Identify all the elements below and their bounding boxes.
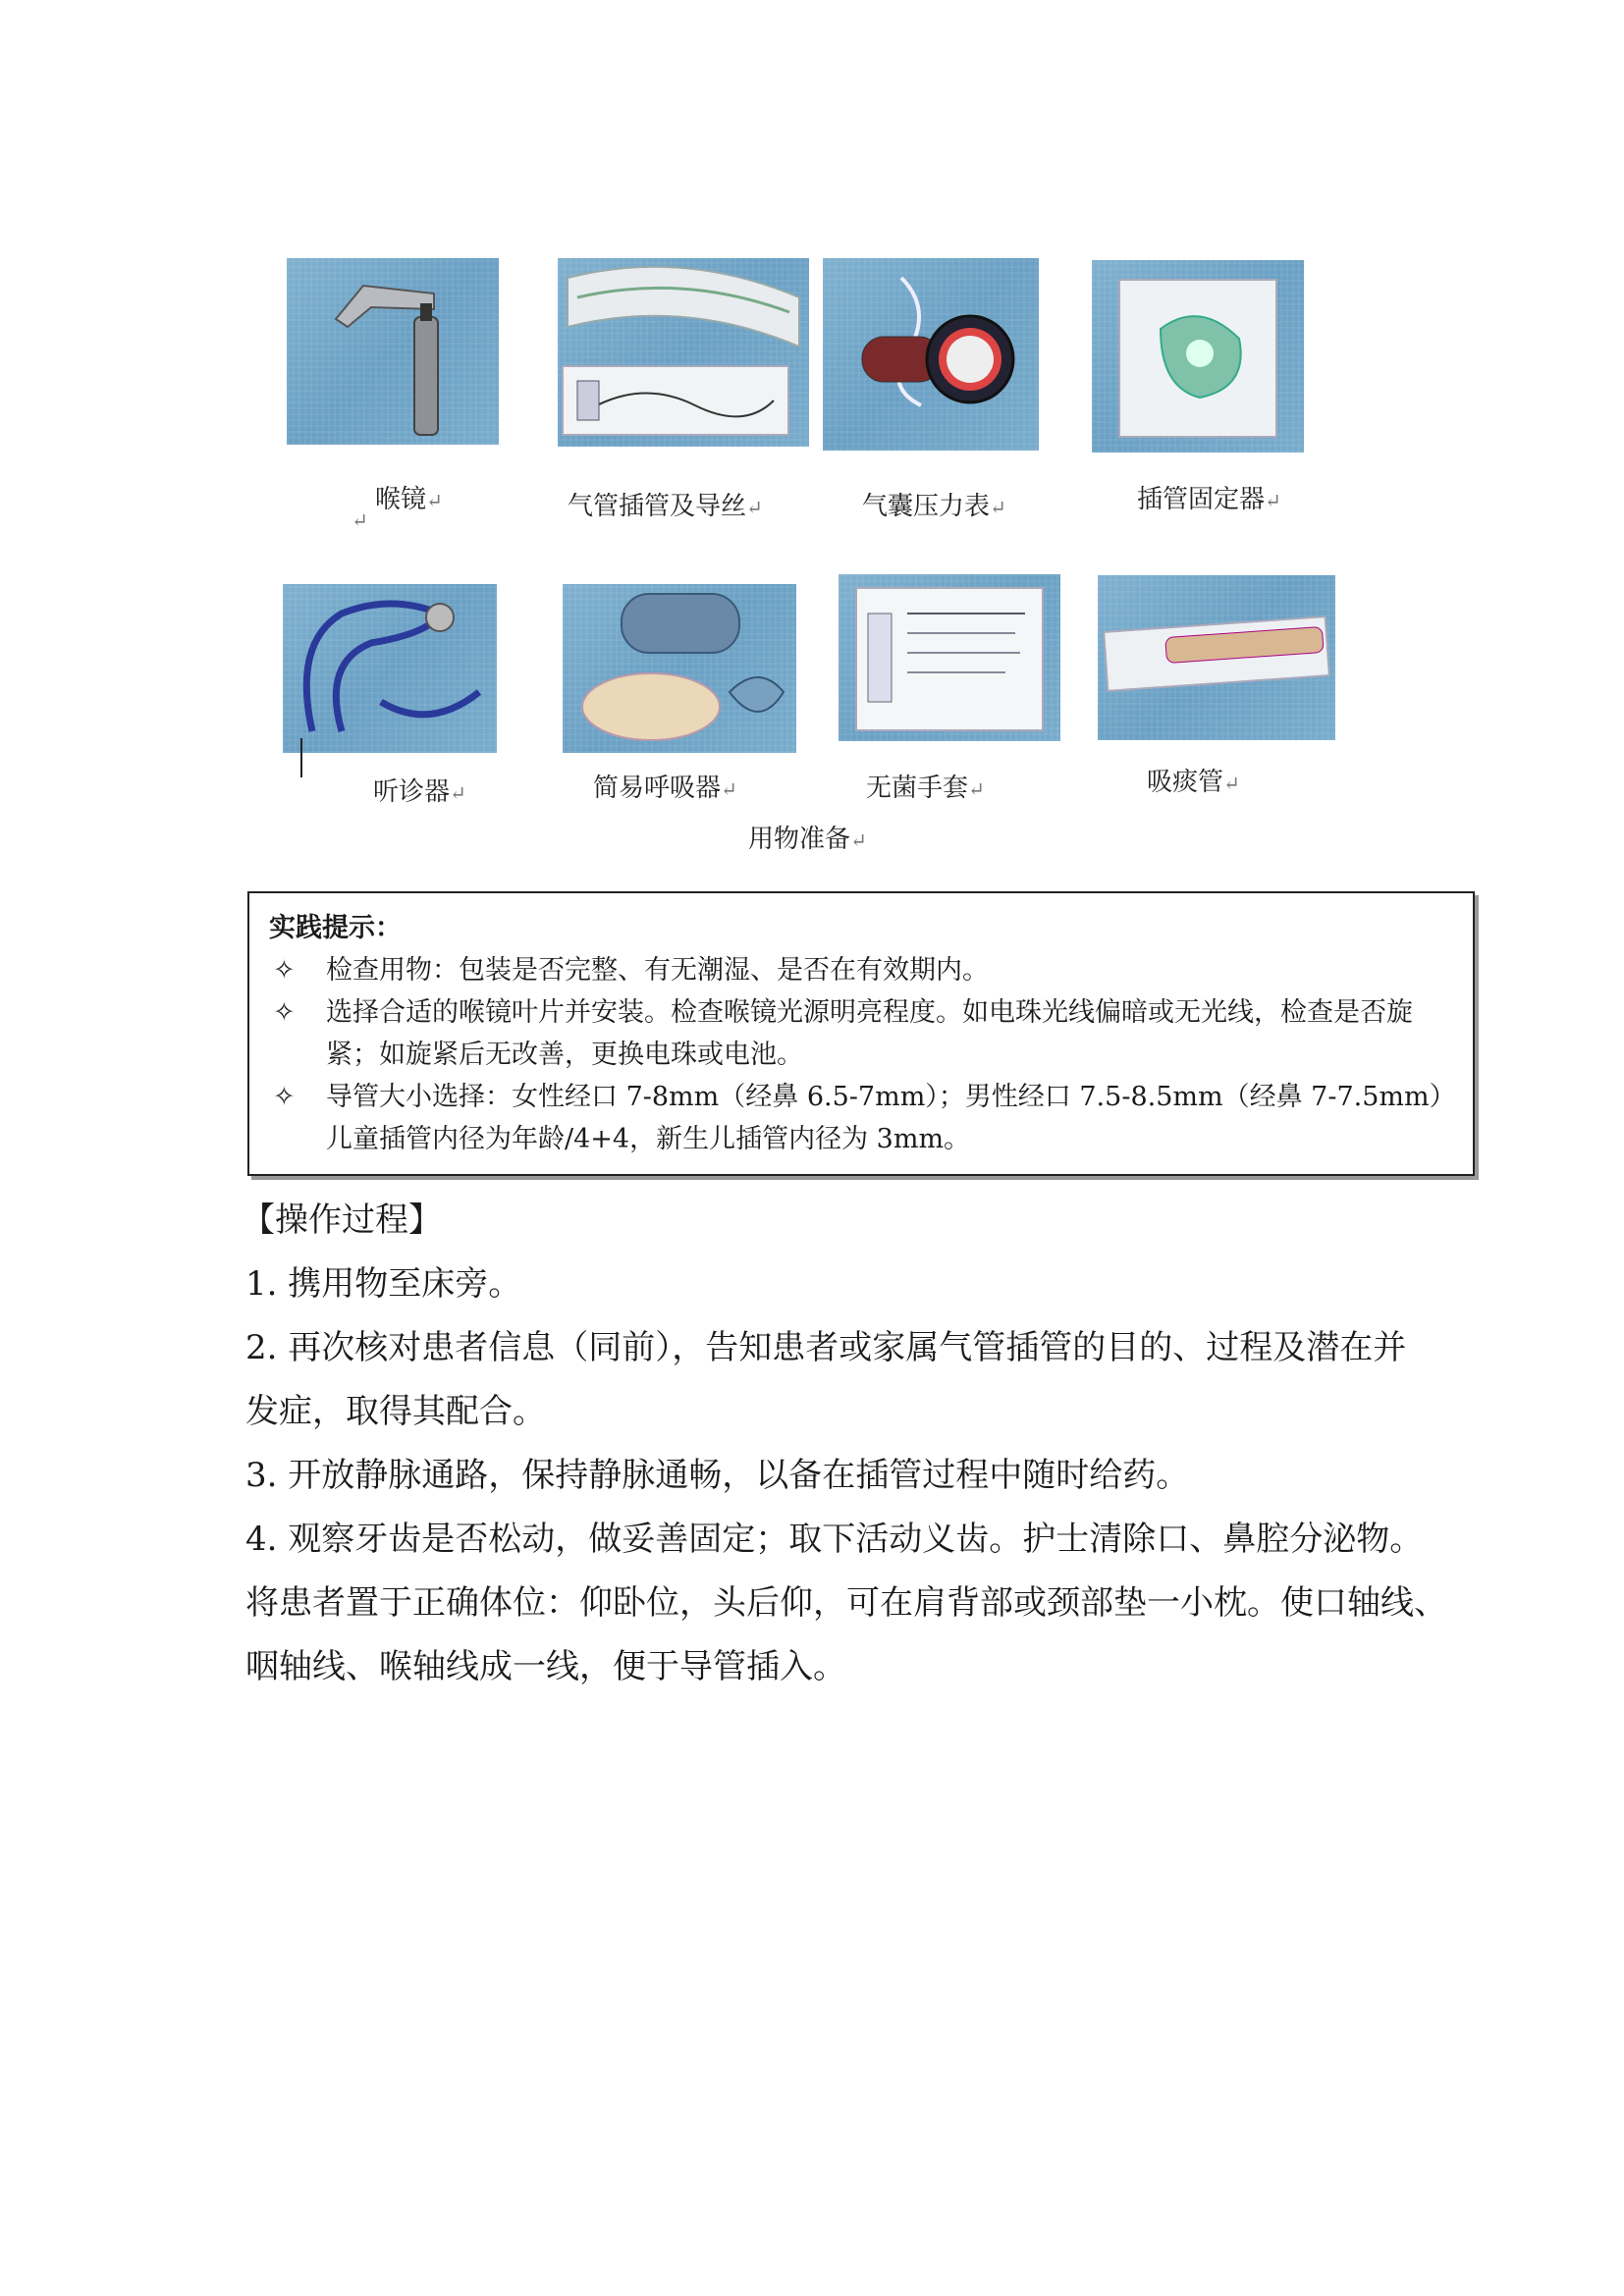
tube-holder-illustration [1092, 260, 1304, 453]
photo-cuff-pressure-gauge [823, 258, 1039, 451]
diamond-star-icon: ✧ [273, 955, 296, 986]
caption-suction-catheter: 吸痰管↵ [1147, 768, 1240, 797]
tips-title: 实践提示： [269, 913, 402, 943]
caption-sterile-gloves: 无菌手套↵ [866, 774, 985, 803]
procedure-line: 1. 携用物至床旁。 [245, 1264, 522, 1304]
caption-laryngoscope: 喉镜↵ [375, 485, 443, 514]
laryngoscope-illustration [287, 258, 499, 445]
photo-sterile-gloves [839, 574, 1060, 741]
procedure-line: 3. 开放静脉通路，保持静脉通畅，以备在插管过程中随时给药。 [245, 1456, 1190, 1495]
caption-endotracheal-tube: 气管插管及导丝↵ [568, 492, 763, 521]
stethoscope-illustration [283, 584, 497, 753]
photo-endotracheal-tube [558, 258, 809, 447]
photo-suction-catheter [1098, 575, 1335, 740]
resuscitator-illustration [563, 584, 796, 753]
procedure-line: 将患者置于正确体位：仰卧位，头后仰，可在肩背部或颈部垫一小枕。使口轴线、 [245, 1583, 1447, 1623]
practice-tips-box [247, 891, 1475, 1176]
suction-catheter-illustration [1098, 575, 1335, 740]
endotracheal-tube-illustration [558, 258, 809, 447]
sterile-gloves-illustration [839, 574, 1060, 741]
procedure-line: 4. 观察牙齿是否松动，做妥善固定；取下活动义齿。护士清除口、鼻腔分泌物。 [245, 1520, 1424, 1559]
diamond-star-icon: ✧ [273, 1082, 296, 1112]
tip-item: ✧ 导管大小选择：女性经口 7-8mm（经鼻 6.5-7mm）；男性经口 7.5-8.5mm（经鼻 7-7.5mm）儿童插管内径为年龄/4+4，新生儿插管内径为 3mm。 [269, 1076, 1453, 1160]
photo-resuscitator [563, 584, 796, 753]
caption-tube-holder: 插管固定器↵ [1137, 485, 1281, 514]
return-mark: ↵ [352, 508, 368, 532]
photo-stethoscope [283, 584, 497, 753]
caption-cuff-pressure-gauge: 气囊压力表↵ [862, 492, 1006, 521]
photo-tube-holder [1092, 260, 1304, 453]
tip-item: ✧ 选择合适的喉镜叶片并安装。检查喉镜光源明亮程度。如电珠光线偏暗或无光线，检查是否旋紧；如旋紧后无改善，更换电珠或电池。 [269, 991, 1453, 1076]
tip-item: ✧ 检查用物：包装是否完整、有无潮湿、是否在有效期内。 [269, 949, 1453, 991]
figure-caption: 用物准备↵ [748, 825, 867, 854]
cuff-pressure-gauge-illustration [823, 258, 1039, 451]
caption-stethoscope: 听诊器↵ [373, 777, 466, 807]
photo-laryngoscope [287, 258, 499, 445]
caption-resuscitator: 简易呼吸器↵ [593, 774, 737, 803]
diamond-star-icon: ✧ [273, 997, 296, 1028]
procedure-heading: 【操作过程】 [242, 1201, 442, 1240]
procedure-line: 咽轴线、喉轴线成一线，便于导管插入。 [245, 1647, 846, 1686]
procedure-line: 发症，取得其配合。 [245, 1392, 546, 1431]
procedure-line: 2. 再次核对患者信息（同前），告知患者或家属气管插管的目的、过程及潜在并 [245, 1328, 1407, 1367]
